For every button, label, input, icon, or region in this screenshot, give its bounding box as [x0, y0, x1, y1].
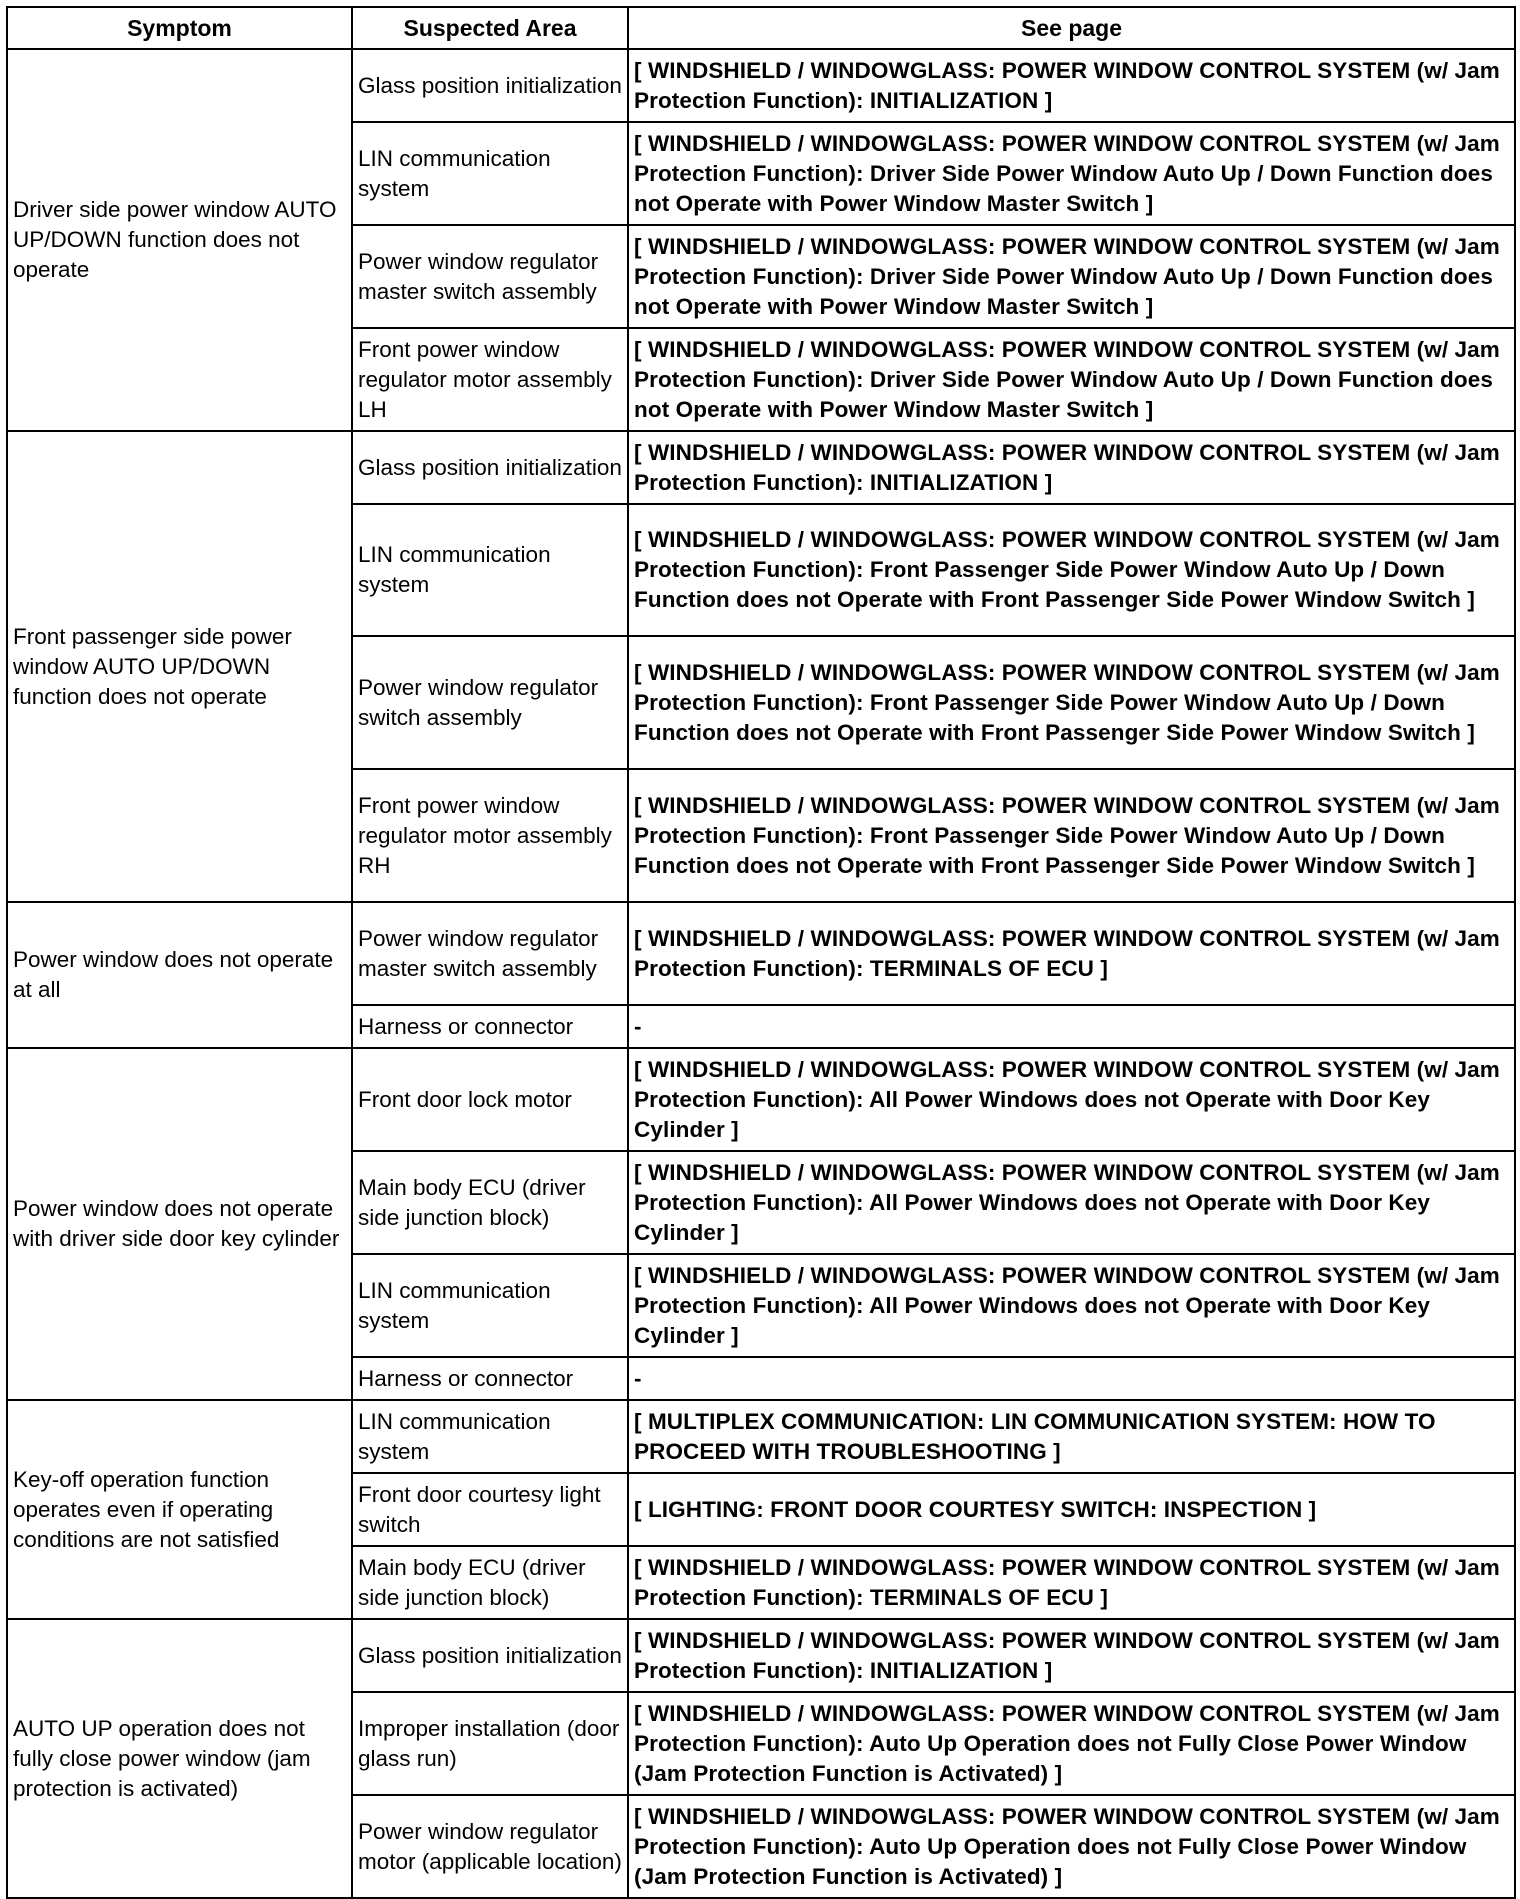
- problem-symptoms-table: [6, 6, 1516, 1899]
- suspected-area-cell: LIN communication system: [352, 1254, 628, 1357]
- see-page-cell: [ WINDSHIELD / WINDOWGLASS: POWER WINDOW CONTROL SYSTEM (w/ Jam Protection Function): All Power Windows does not Operate with Door Key Cylinder ]: [628, 1048, 1515, 1151]
- suspected-area-cell: Front door courtesy light switch: [352, 1473, 628, 1546]
- suspected-area-cell: Harness or connector: [352, 1005, 628, 1048]
- suspected-area-cell: Front power window regulator motor assembly RH: [352, 769, 628, 902]
- see-page-cell: [ WINDSHIELD / WINDOWGLASS: POWER WINDOW CONTROL SYSTEM (w/ Jam Protection Function): INITIALIZATION ]: [628, 431, 1515, 504]
- suspected-area-cell: Power window regulator motor (applicable location): [352, 1795, 628, 1898]
- suspected-area-cell: Power window regulator master switch assembly: [352, 225, 628, 328]
- header-see-page: See page: [628, 7, 1515, 49]
- suspected-area-cell: LIN communication system: [352, 1400, 628, 1473]
- see-page-cell: [ WINDSHIELD / WINDOWGLASS: POWER WINDOW CONTROL SYSTEM (w/ Jam Protection Function): Front Passenger Side Power Window Auto Up / Down Function does not Operate with Front Passenger Side Power Window Switch ]: [628, 769, 1515, 902]
- table-row: [7, 1619, 1515, 1692]
- header-row: [7, 7, 1515, 49]
- suspected-area-cell: LIN communication system: [352, 504, 628, 636]
- suspected-area-cell: Power window regulator switch assembly: [352, 636, 628, 769]
- suspected-area-cell: Glass position initialization: [352, 431, 628, 504]
- table-row: [7, 902, 1515, 1005]
- suspected-area-cell: Main body ECU (driver side junction block): [352, 1546, 628, 1619]
- see-page-cell: [ WINDSHIELD / WINDOWGLASS: POWER WINDOW CONTROL SYSTEM (w/ Jam Protection Function): All Power Windows does not Operate with Door Key Cylinder ]: [628, 1254, 1515, 1357]
- see-page-cell: [ WINDSHIELD / WINDOWGLASS: POWER WINDOW CONTROL SYSTEM (w/ Jam Protection Function): Driver Side Power Window Auto Up / Down Function does not Operate with Power Window Master Switch ]: [628, 328, 1515, 431]
- table-row: [7, 1400, 1515, 1473]
- symptom-cell: AUTO UP operation does not fully close power window (jam protection is activated): [7, 1619, 352, 1898]
- symptom-cell: Power window does not operate at all: [7, 902, 352, 1048]
- table-row: [7, 431, 1515, 504]
- suspected-area-cell: Main body ECU (driver side junction block): [352, 1151, 628, 1254]
- see-page-cell: [ WINDSHIELD / WINDOWGLASS: POWER WINDOW CONTROL SYSTEM (w/ Jam Protection Function): Auto Up Operation does not Fully Close Power Window (Jam Protection Function is Activated) ]: [628, 1795, 1515, 1898]
- table-row: [7, 1048, 1515, 1151]
- see-page-cell: [ WINDSHIELD / WINDOWGLASS: POWER WINDOW CONTROL SYSTEM (w/ Jam Protection Function): Auto Up Operation does not Fully Close Power Window (Jam Protection Function is Activated) ]: [628, 1692, 1515, 1795]
- see-page-cell: [ MULTIPLEX COMMUNICATION: LIN COMMUNICATION SYSTEM: HOW TO PROCEED WITH TROUBLESHOOTING ]: [628, 1400, 1515, 1473]
- table-row: [7, 49, 1515, 122]
- symptom-cell: Front passenger side power window AUTO UP/DOWN function does not operate: [7, 431, 352, 902]
- see-page-cell: -: [628, 1357, 1515, 1400]
- header-suspected-area: Suspected Area: [352, 7, 628, 49]
- see-page-cell: [ LIGHTING: FRONT DOOR COURTESY SWITCH: INSPECTION ]: [628, 1473, 1515, 1546]
- see-page-cell: [ WINDSHIELD / WINDOWGLASS: POWER WINDOW CONTROL SYSTEM (w/ Jam Protection Function): All Power Windows does not Operate with Door Key Cylinder ]: [628, 1151, 1515, 1254]
- suspected-area-cell: Harness or connector: [352, 1357, 628, 1400]
- suspected-area-cell: Glass position initialization: [352, 1619, 628, 1692]
- see-page-cell: [ WINDSHIELD / WINDOWGLASS: POWER WINDOW CONTROL SYSTEM (w/ Jam Protection Function): Front Passenger Side Power Window Auto Up / Down Function does not Operate with Front Passenger Side Power Window Switch ]: [628, 504, 1515, 636]
- troubleshooting-sheet: [6, 6, 1514, 1899]
- suspected-area-cell: Improper installation (door glass run): [352, 1692, 628, 1795]
- suspected-area-cell: LIN communication system: [352, 122, 628, 225]
- see-page-cell: [ WINDSHIELD / WINDOWGLASS: POWER WINDOW CONTROL SYSTEM (w/ Jam Protection Function): TERMINALS OF ECU ]: [628, 902, 1515, 1005]
- see-page-cell: [ WINDSHIELD / WINDOWGLASS: POWER WINDOW CONTROL SYSTEM (w/ Jam Protection Function): Driver Side Power Window Auto Up / Down Function does not Operate with Power Window Master Switch ]: [628, 122, 1515, 225]
- suspected-area-cell: Power window regulator master switch assembly: [352, 902, 628, 1005]
- symptom-cell: Power window does not operate with driver side door key cylinder: [7, 1048, 352, 1400]
- header-symptom: Symptom: [7, 7, 352, 49]
- see-page-cell: [ WINDSHIELD / WINDOWGLASS: POWER WINDOW CONTROL SYSTEM (w/ Jam Protection Function): TERMINALS OF ECU ]: [628, 1546, 1515, 1619]
- see-page-cell: [ WINDSHIELD / WINDOWGLASS: POWER WINDOW CONTROL SYSTEM (w/ Jam Protection Function): INITIALIZATION ]: [628, 1619, 1515, 1692]
- see-page-cell: [ WINDSHIELD / WINDOWGLASS: POWER WINDOW CONTROL SYSTEM (w/ Jam Protection Function): INITIALIZATION ]: [628, 49, 1515, 122]
- symptom-cell: Key-off operation function operates even if operating conditions are not satisfied: [7, 1400, 352, 1619]
- suspected-area-cell: Glass position initialization: [352, 49, 628, 122]
- suspected-area-cell: Front power window regulator motor assembly LH: [352, 328, 628, 431]
- symptom-cell: Driver side power window AUTO UP/DOWN function does not operate: [7, 49, 352, 431]
- suspected-area-cell: Front door lock motor: [352, 1048, 628, 1151]
- see-page-cell: -: [628, 1005, 1515, 1048]
- see-page-cell: [ WINDSHIELD / WINDOWGLASS: POWER WINDOW CONTROL SYSTEM (w/ Jam Protection Function): Driver Side Power Window Auto Up / Down Function does not Operate with Power Window Master Switch ]: [628, 225, 1515, 328]
- see-page-cell: [ WINDSHIELD / WINDOWGLASS: POWER WINDOW CONTROL SYSTEM (w/ Jam Protection Function): Front Passenger Side Power Window Auto Up / Down Function does not Operate with Front Passenger Side Power Window Switch ]: [628, 636, 1515, 769]
